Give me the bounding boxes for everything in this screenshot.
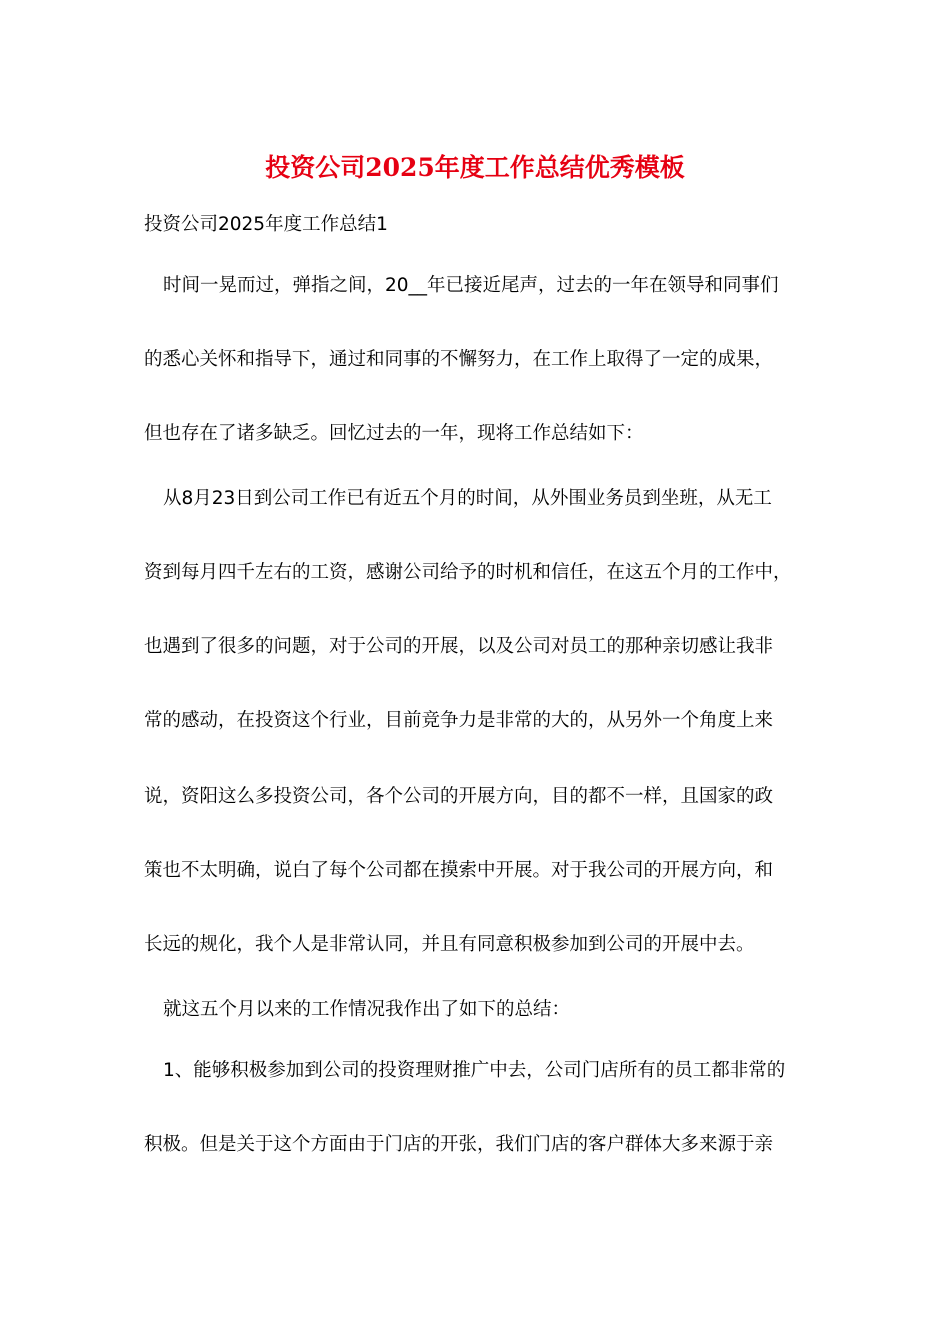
paragraph-line: 但也存在了诸多缺乏。回忆过去的一年，现将工作总结如下： [144,423,644,444]
paragraph-line: 长远的规化，我个人是非常认同，并且有同意积极参加到公司的开展中去。 [144,934,755,955]
paragraph-line: 时间一晃而过，弹指之间，20__年已接近尾声，过去的一年在领导和同事们 [163,275,779,296]
list-item-line: 积极。但是关于这个方面由于门店的开张，我们门店的客户群体大多来源于亲 [144,1134,774,1155]
paragraph-line: 就这五个月以来的工作情况我作出了如下的总结： [163,999,571,1020]
list-item-line: 1、能够积极参加到公司的投资理财推广中去，公司门店所有的员工都非常的 [163,1060,786,1081]
paragraph-line: 资到每月四千左右的工资，感谢公司给予的时机和信任，在这五个月的工作中， [144,562,792,583]
paragraph-line: 也遇到了很多的问题，对于公司的开展，以及公司对员工的那种亲切感让我非 [144,636,774,657]
paragraph-line: 说，资阳这么多投资公司，各个公司的开展方向，目的都不一样，且国家的政 [144,786,774,807]
document-title: 投资公司2025年度工作总结优秀模板 [265,153,685,182]
paragraph-line: 策也不太明确，说白了每个公司都在摸索中开展。对于我公司的开展方向，和 [144,860,774,881]
section-heading: 投资公司2025年度工作总结1 [144,214,388,235]
paragraph-line: 常的感动，在投资这个行业，目前竞争力是非常的大的，从另外一个角度上来 [144,710,774,731]
paragraph-line: 从8月23日到公司工作已有近五个月的时间，从外围业务员到坐班，从无工 [163,488,772,509]
paragraph-line: 的悉心关怀和指导下，通过和同事的不懈努力，在工作上取得了一定的成果， [144,349,774,370]
